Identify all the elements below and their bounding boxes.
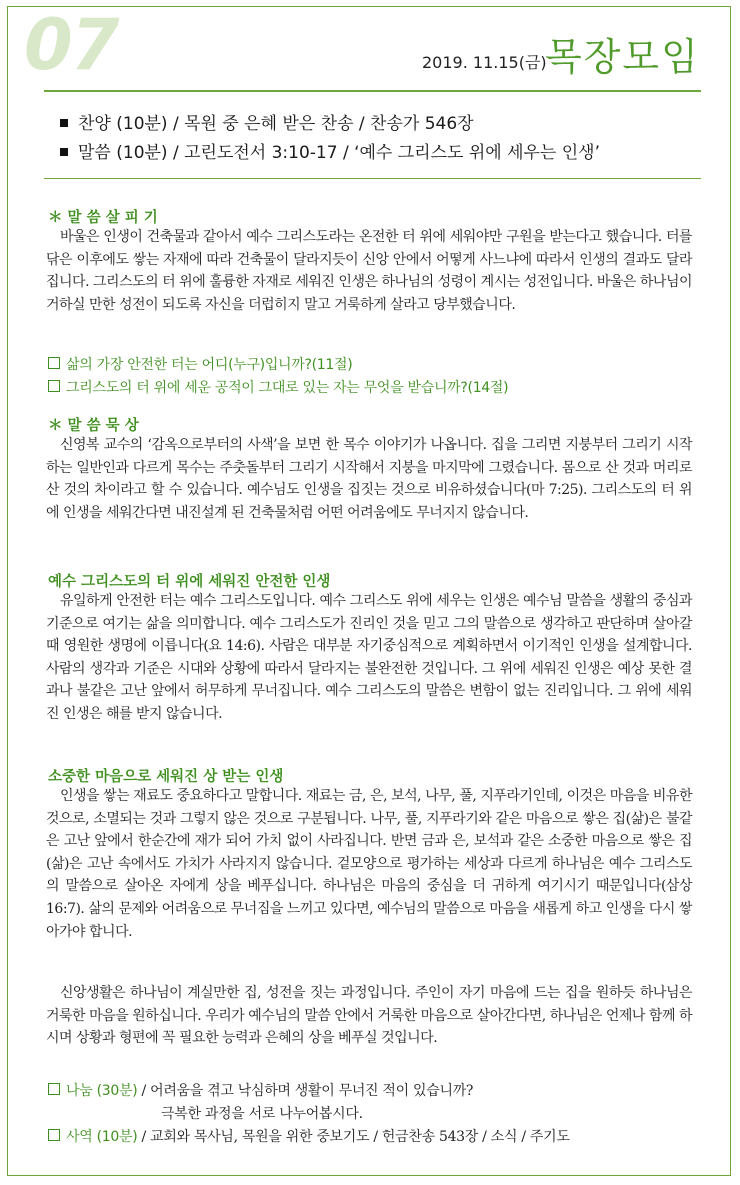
program-list — [60, 110, 600, 168]
section-title-meditate: ＊ 말 씀 묵 상 — [48, 418, 139, 434]
section-title-examine: ＊ 말 씀 살 피 기 — [48, 210, 158, 226]
share-item-continued: 극복한 과정을 서로 나누어봅시다. — [161, 1106, 363, 1122]
section-text-conclusion: 신앙생활은 하나님이 계실만한 집, 성전을 짓는 과정입니다. 주인이 자기 마음에 드는 집을 원하듯 하나님은 거룩한 마음을 원하십니다. 우리가 예수님의 말씀 안에서 거룩한 마음으로 살아간다면, 하나님은 언제나 함께 하시며 상황과 형편에 꼭 필요한 능력과 은혜의 상을 베푸실 것입니다. — [46, 985, 692, 1047]
checkbox-icon — [48, 1083, 60, 1095]
mission-item: 사역 (10분) / 교회와 목사님, 목원을 위한 중보기도 / 헌금찬송 543장 / 소식 / 주기도 — [48, 1126, 570, 1146]
section-text-meditate: 신영복 교수의 ‘감옥으로부터의 사색’을 보면 한 목수 이야기가 나옵니다. 집을 그리면 지붕부터 그리기 시작하는 일반인과 다르게 목수는 주춧돌부터 그리기 시작해서 지붕을 마지막에 그렸습니다. 몸으로 산 것과 머리로 산 것의 차이라고 할 수 있습니다. 예수님도 인생을 집짓는 것으로 비유하셨습니다(마 7:25). 그리스도의 터 위에 인생을 세워간다면 내진설계 된 건축물처럼 어떤 어려움에도 무너지지 않습니다. — [46, 437, 692, 521]
lesson-number: 07 — [24, 4, 118, 86]
question-1: 삶의 가장 안전한 터는 어디(누구)입니까?(11절) — [48, 354, 352, 374]
checkbox-icon — [48, 1129, 60, 1141]
checkbox-icon — [48, 380, 60, 392]
square-bullet-icon — [60, 148, 68, 156]
program-divider — [44, 178, 701, 179]
section-title-safe-life: 예수 그리스도의 터 위에 세워진 안전한 인생 — [48, 574, 331, 590]
page-title: 목장모임 — [545, 35, 700, 79]
section-text-rewarded-life: 인생을 쌓는 재료도 중요하다고 말합니다. 재료는 금, 은, 보석, 나무, 풀, 지푸라기인데, 이것은 마음을 비유한 것으로, 소멸되는 것과 그렇지 않은 것으로 구분됩니다. 나무, 풀, 지푸라기와 같은 마음으로 쌓은 집(삶)은 불같은 고난 앞에서 한순간에 재가 되어 가치 없이 사라집니다. 반면 금과 은, 보석과 같은 소중한 마음으로 쌓은 집(삶)은 고난 속에서도 가치가 사라지지 않습니다. 겉모양으로 평가하는 세상과 다르게 하나님은 예수 그리스도의 말씀으로 살아온 자에게 상을 베푸십니다. 하나님은 마음의 중심을 더 귀하게 여기시기 때문입니다(삼상 16:7). 삶의 문제와 어려움으로 무너짐을 느끼고 있다면, 예수님의 말씀으로 마음을 새롭게 하고 인생을 다시 쌓아가야 합니다. — [46, 788, 692, 940]
meeting-date: 2019. 11.15(금) — [422, 53, 547, 72]
section-text-examine: 바울은 인생이 건축물과 같아서 예수 그리스도라는 온전한 터 위에 세워야만 구원을 받는다고 했습니다. 터를 닦은 이후에도 쌓는 자재에 따라 건축물이 달라지듯이 신앙 안에서 어떻게 사느냐에 따라서 인생의 결과도 달라집니다. 그리스도의 터 위에 훌륭한 자재로 세워진 인생은 하나님의 성령이 계시는 성전입니다. 바울은 하나님이 거하실 만한 성전이 되도록 자신을 더럽히지 말고 거룩하게 살라고 당부했습니다. — [46, 229, 692, 313]
square-bullet-icon — [60, 119, 68, 127]
section-text-safe-life: 유일하게 안전한 터는 예수 그리스도입니다. 예수 그리스도 위에 세우는 인생은 예수님 말씀을 생활의 중심과 기준으로 여기는 삶을 의미합니다. 예수 그리스도가 진리인 것을 믿고 그의 말씀으로 생각하고 판단하며 살아갈 때 영원한 생명에 이릅니다(요 14:6). 사람은 대부분 자기중심적으로 계획하면서 이기적인 인생을 설계합니다. 사람의 생각과 기준은 시대와 상황에 따라서 달라지는 불완전한 것입니다. 그 위에 세워진 인생은 예상 못한 결과나 불같은 고난 앞에서 허무하게 무너집니다. 예수 그리스도의 말씀은 변함이 없는 진리입니다. 그 위에 세워진 인생은 해를 받지 않습니다. — [46, 593, 692, 722]
checkbox-icon — [48, 357, 60, 369]
program-item-worship: 찬양 (10분) / 목원 중 은혜 받은 찬송 / 찬송가 546장 — [60, 110, 600, 139]
section-title-rewarded-life: 소중한 마음으로 세워진 상 받는 인생 — [48, 769, 284, 785]
header-divider — [44, 90, 701, 92]
question-2: 그리스도의 터 위에 세운 공적이 그대로 있는 자는 무엇을 받습니까?(14절) — [48, 377, 508, 397]
program-item-sermon: 말씀 (10분) / 고린도전서 3:10-17 / ‘예수 그리스도 위에 세우는 인생’ — [60, 139, 600, 168]
share-item: 나눔 (30분) / 어려움을 겪고 낙심하며 생활이 무너진 적이 있습니까? — [48, 1080, 473, 1100]
